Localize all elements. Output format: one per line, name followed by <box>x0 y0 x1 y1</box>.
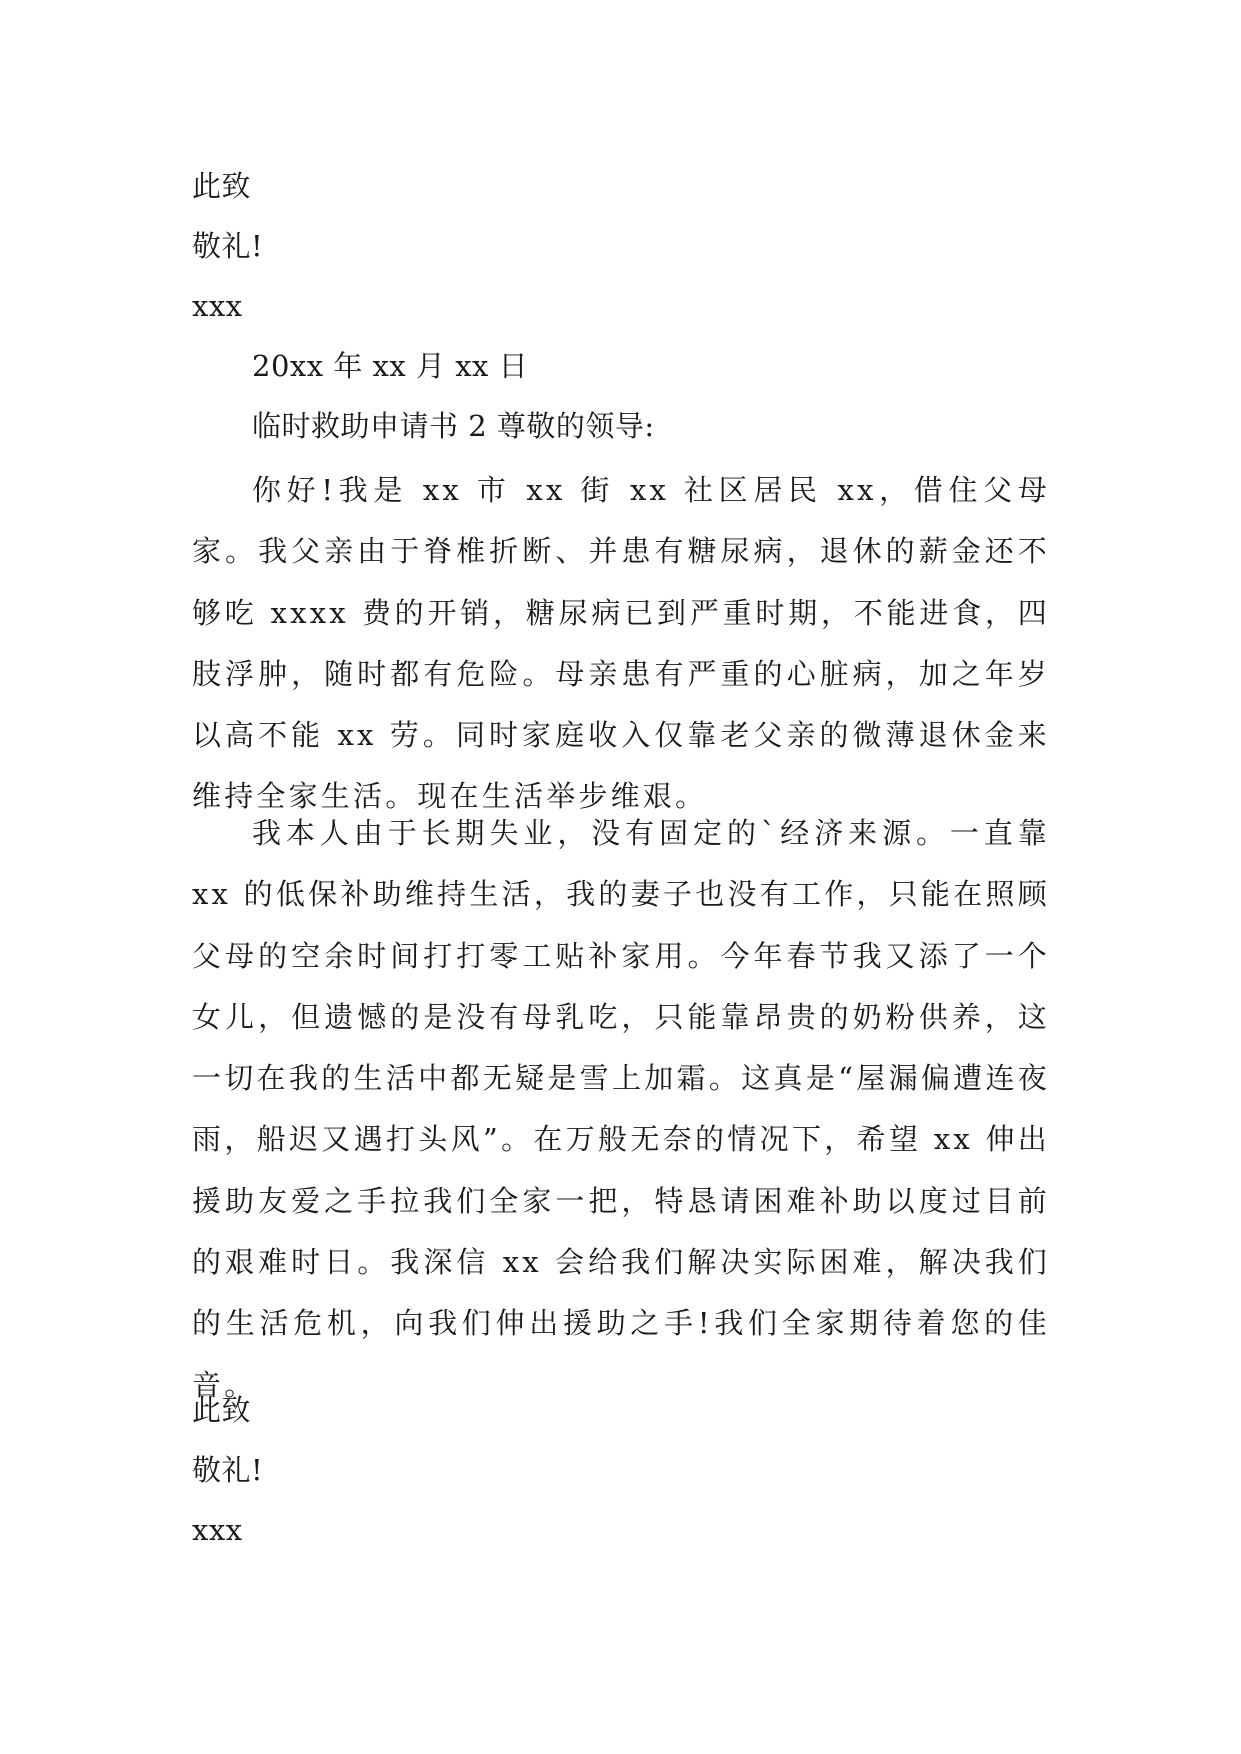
closing-regards-top: 敬礼! <box>192 229 264 263</box>
closing-salutation-bottom: 此致 <box>192 1393 252 1427</box>
closing-regards-bottom: 敬礼! <box>192 1453 264 1487</box>
body-paragraph-2: 我本人由于长期失业，没有固定的`经济来源。一直靠 xx 的低保补助维持生活，我的妻子也没有工作，只能在照顾父母的空余时间打打零工贴补家用。今年春节我又添了一个女儿，但遗憾的是没有母乳吃，只能靠昂贵的奶粉供养，这一切在我的生活中都无疑是雪上加霜。这真是“屋漏偏遭连夜雨，船迟又遇打头风”。在万般无奈的情况下，希望 xx 伸出援助友爱之手拉我们全家一把，特恳请困难补助以度过目前的艰难时日。我深信 xx 会给我们解决实际困难，解决我们的生活危机，向我们伸出援助之手!我们全家期待着您的佳音。 <box>192 816 1050 1402</box>
signature-top: xxx <box>192 289 243 323</box>
closing-salutation-top: 此致 <box>192 169 252 203</box>
signature-bottom: xxx <box>192 1513 243 1547</box>
letter-heading: 临时救助申请书 2 尊敬的领导: <box>252 409 655 443</box>
body-paragraph-1: 你好!我是 xx 市 xx 街 xx 社区居民 xx，借住父母家。我父亲由于脊椎折断、并患有糖尿病，退休的薪金还不够吃 xxxx 费的开销，糖尿病已到严重时期，不能进食，四肢浮肿，随时都有危险。母亲患有严重的心脏病，加之年岁以高不能 xx 劳。同时家庭收入仅靠老父亲的微薄退休金来维持全家生活。现在生活举步维艰。 <box>192 473 1050 814</box>
letter-date: 20xx 年 xx 月 xx 日 <box>252 349 529 383</box>
